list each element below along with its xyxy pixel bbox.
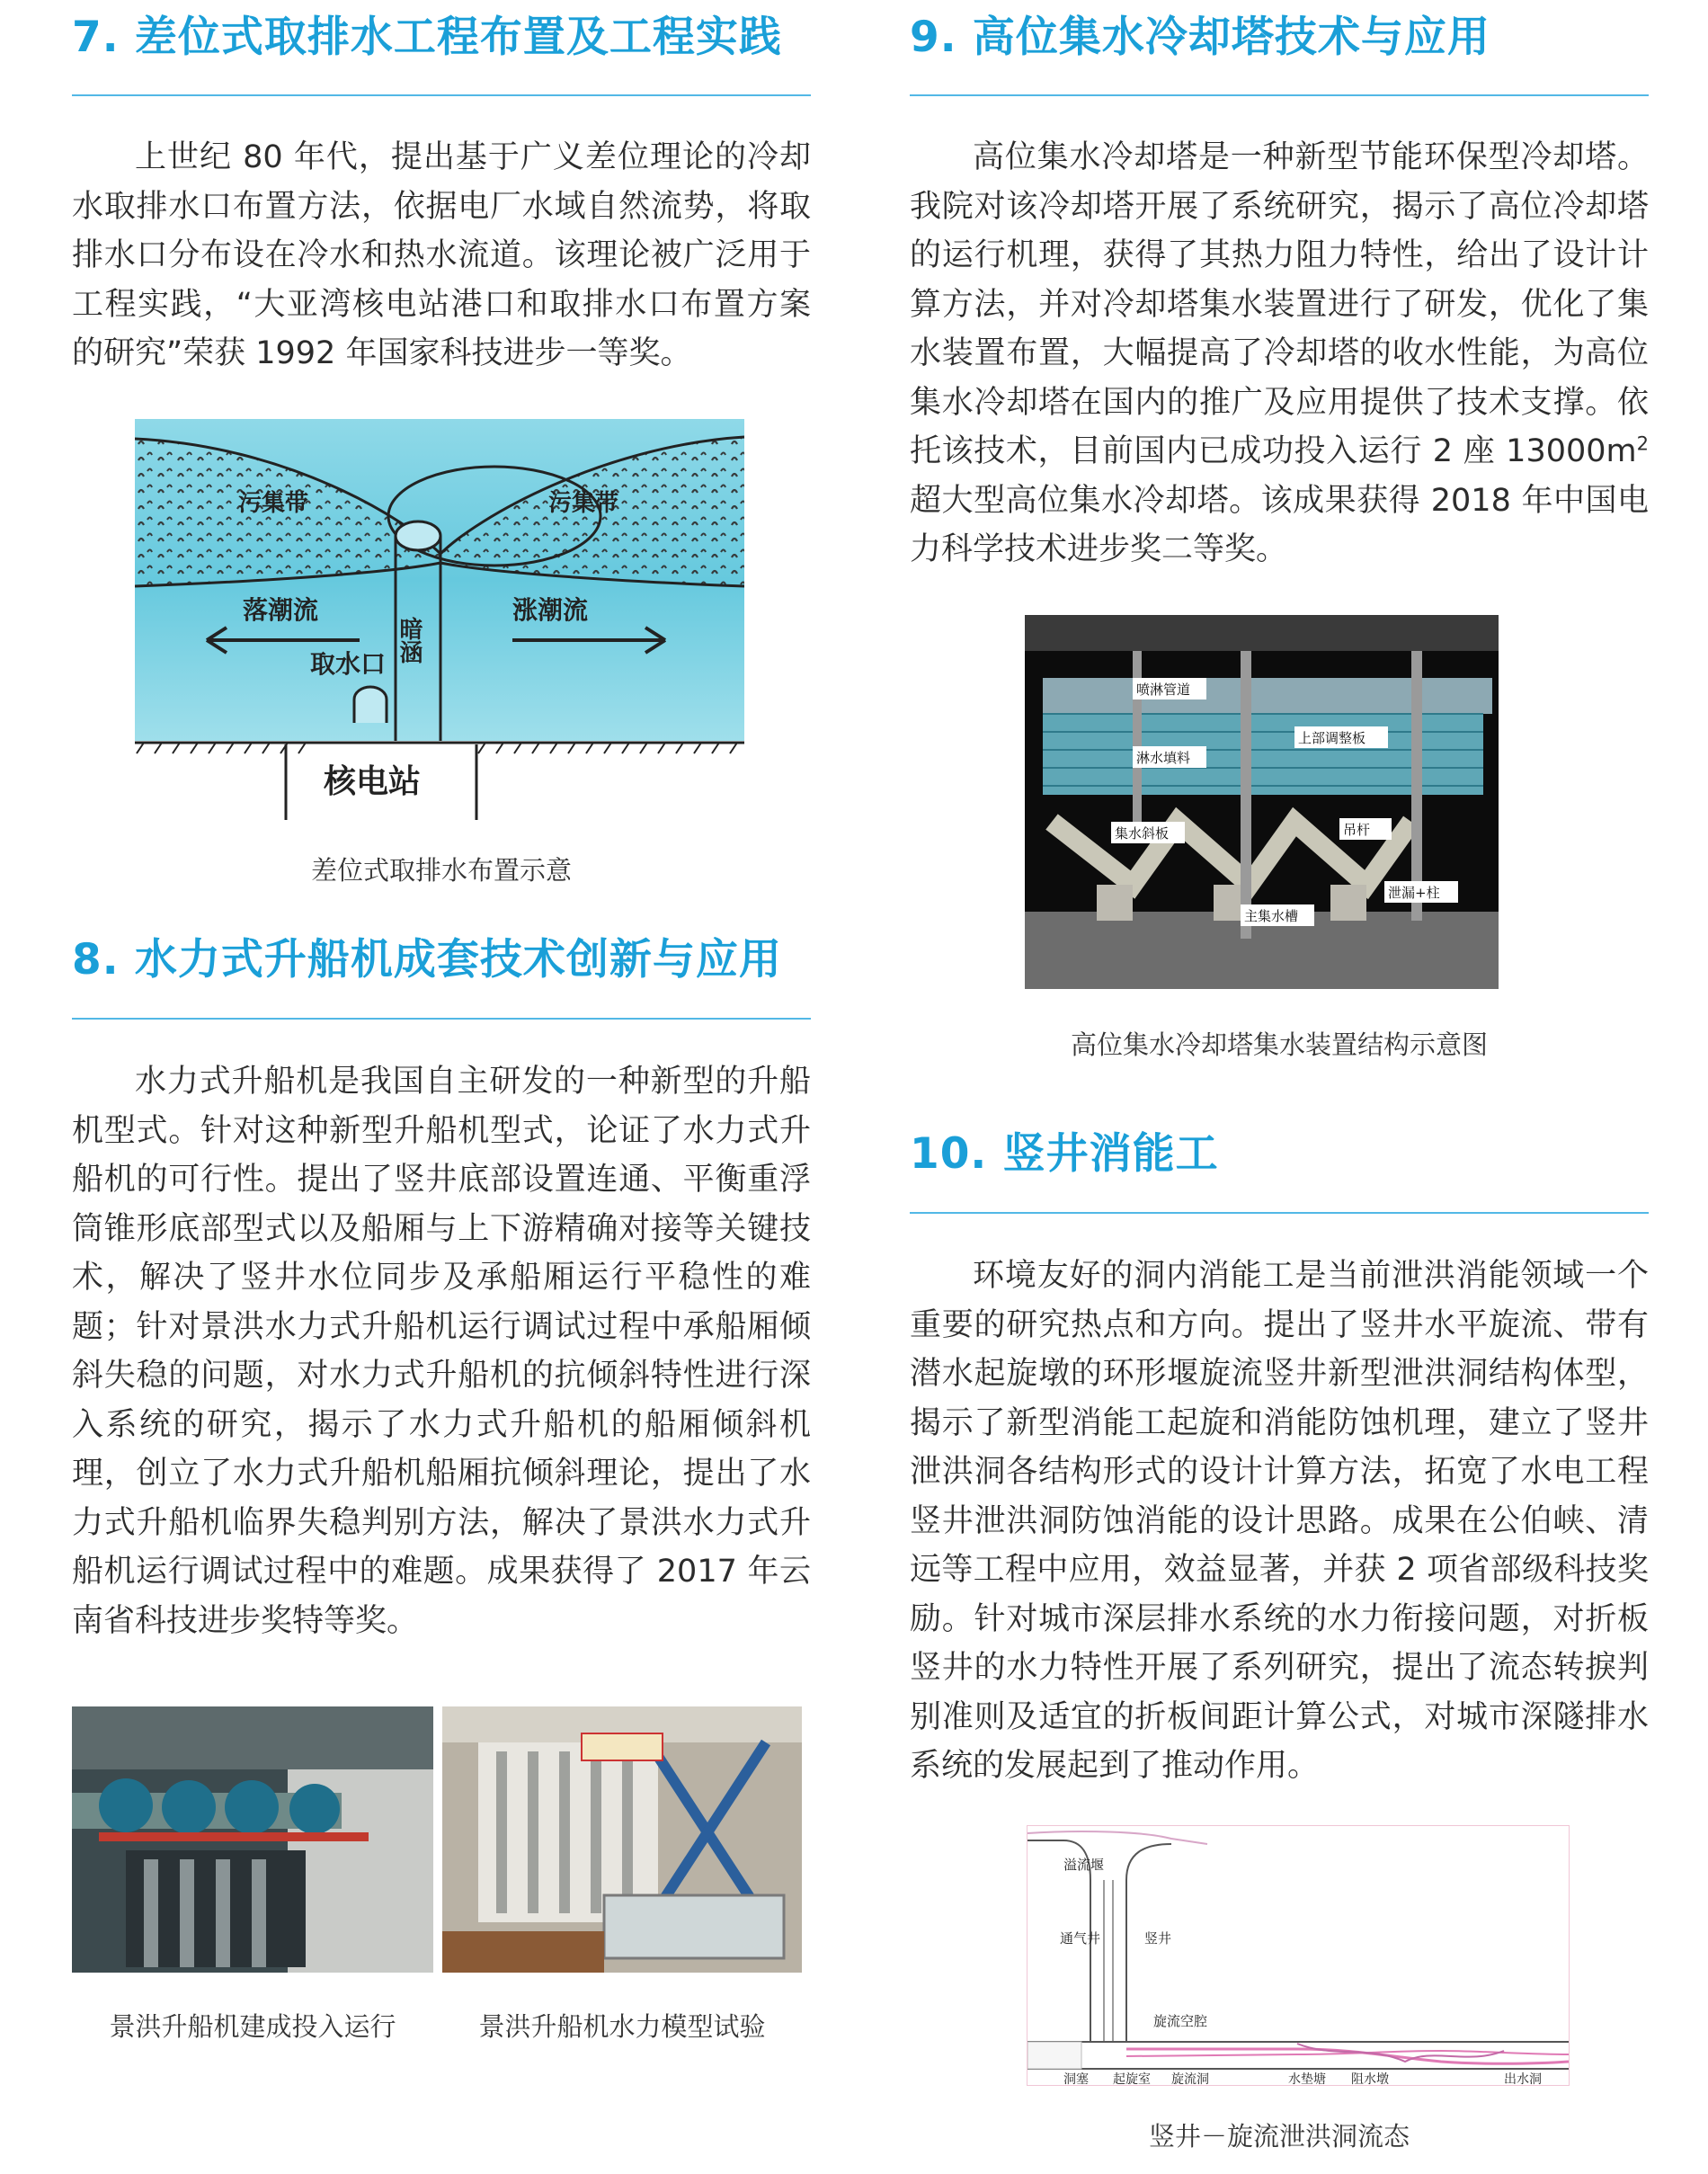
upper-plate-label: 上部调整板 bbox=[1298, 730, 1366, 746]
section-7-rule bbox=[72, 94, 811, 96]
plug-label: 洞塞 bbox=[1063, 2072, 1089, 2085]
intake-structure bbox=[354, 687, 387, 723]
section-7-paragraph: 上世纪 80 年代，提出基于广义差位理论的冷却水取排水口布置方法，依据电厂水域自然流势，将取排水口分布设在冷水和热水流道。该理论被广泛用于工程实践，“大亚湾核电站港口和取排水口布置方案的研究”荣获 1992 年国家科技进步一等奖。 bbox=[72, 139, 811, 371]
culvert-label: 暗涵 bbox=[396, 617, 423, 664]
cushion-pool-label: 水垫塘 bbox=[1288, 2072, 1326, 2085]
section-8-paragraph: 水力式升船机是我国自主研发的一种新型的升船机型式。针对这种新型升船机型式，论证了水力式升船机的可行性。提出了竖井底部设置连通、平衡重浮筒锥形底部型式以及船厢与上下游精确对接等关键技术，解决了竖井水位同步及承船厢运行平稳性的难题；针对景洪水力式升船机运行调试过程中承船厢倾斜失稳的问题，对水力式升船机的抗倾斜特性进行深入系统的研究，揭示了水力式升船机的船厢倾斜机理，创立了水力式升船机船厢抗倾斜理论，提出了水力式升船机临界失稳判别方法，解决了景洪水力式升船机运行调试过程中的难题。成果获得了 2017 年云南省科技进步奖特等奖。 bbox=[72, 1064, 811, 1639]
swirl-chamber-label: 起旋室 bbox=[1113, 2072, 1151, 2085]
plant-label: 核电站 bbox=[324, 762, 422, 800]
outlet-label: 出水洞 bbox=[1504, 2072, 1542, 2085]
slope-plate-label: 集水斜板 bbox=[1115, 825, 1170, 842]
section-10-caption: 竖井－旋流泄洪洞流态 bbox=[1148, 2121, 1410, 2152]
section-9-caption: 高位集水冷却塔集水装置结构示意图 bbox=[1070, 1029, 1488, 1060]
flood-label: 涨潮流 bbox=[512, 595, 589, 625]
leak-prevent-label: 泄漏+柱 bbox=[1388, 885, 1440, 901]
section-8-heading: 8. 水力式升船机成套技术创新与应用 bbox=[72, 935, 782, 985]
section-9-rule bbox=[910, 94, 1649, 96]
main-trough-label: 主集水槽 bbox=[1244, 908, 1299, 924]
section-7-heading: 7. 差位式取排水工程布置及工程实践 bbox=[72, 13, 782, 62]
section-10-rule bbox=[910, 1212, 1649, 1214]
shiplift-photo-caption: 景洪升船机建成投入运行 bbox=[109, 2011, 396, 2042]
intake-layout-diagram bbox=[135, 419, 744, 820]
section-8-rule bbox=[72, 1018, 811, 1020]
section-9-text-a: 高位集水冷却塔是一种新型节能环保型冷却塔。我院对该冷却塔开展了系统研究，揭示了高位冷却塔的运行机理，获得了其热力阻力特性，给出了设计计算方法，并对冷却塔集水装置进行了研发，优化了集水装置布置，大幅提高了冷却塔的收水性能，为高位集水冷却塔在国内的推广及应用提供了技术支撑。依托该技术，目前国内已成功投入运行 2 座 13000m bbox=[910, 139, 1649, 469]
section-7-caption: 差位式取排水布置示意 bbox=[310, 855, 572, 886]
section-9-superscript: 2 bbox=[1636, 432, 1649, 455]
section-9-text-b: 超大型高位集水冷却塔。该成果获得 2018 年中国电力科学技术进步奖二等奖。 bbox=[910, 482, 1649, 567]
vortex-shaft-diagram bbox=[1027, 1825, 1570, 2086]
spillway-label: 溢流堰 bbox=[1063, 1857, 1105, 1873]
pollution-right-label: 污集带 bbox=[548, 490, 619, 517]
air-shaft-label: 通气井 bbox=[1060, 1930, 1101, 1947]
cooling-tower-diagram bbox=[1025, 615, 1499, 989]
section-9-heading: 9. 高位集水冷却塔技术与应用 bbox=[910, 13, 1490, 62]
section-9-paragraph bbox=[910, 133, 1649, 575]
spray-pipe-label: 喷淋管道 bbox=[1136, 682, 1191, 698]
vortex-tunnel-label: 旋流洞 bbox=[1171, 2072, 1209, 2085]
outfall bbox=[396, 521, 440, 550]
fill-label: 淋水填料 bbox=[1136, 750, 1191, 766]
intake-label: 取水口 bbox=[310, 649, 387, 679]
intake-layout-svg bbox=[135, 419, 744, 820]
ebb-label: 落潮流 bbox=[243, 595, 319, 625]
section-10-heading: 10. 竖井消能工 bbox=[910, 1129, 1219, 1179]
hydraulic-model-photo bbox=[442, 1706, 802, 1973]
pollution-left-label: 污集带 bbox=[238, 490, 309, 517]
vortex-cavity-label: 旋流空腔 bbox=[1153, 2013, 1208, 2029]
section-10-paragraph: 环境友好的洞内消能工是当前泄洪消能领域一个重要的研究热点和方向。提出了竖井水平旋流、带有潜水起旋墩的环形堰旋流竖井新型泄洪洞结构体型，揭示了新型消能工起旋和消能防蚀机理，建立了竖井泄洪洞各结构形式的设计计算方法，拓宽了水电工程竖井泄洪洞防蚀消能的设计思路。成果在公伯峡、清远等工程中应用，效益显著，并获 2 项省部级科技奖励。针对城市深层排水系统的水力衔接问题，对折板竖井的水力特性开展了系列研究，提出了流态转捩判别准则及适宜的折板间距计算公式，对城市深隧排水系统的发展起到了推动作用。 bbox=[910, 1258, 1649, 1784]
hanger-label: 吊杆 bbox=[1343, 822, 1371, 838]
baffle-label: 阻水墩 bbox=[1351, 2072, 1389, 2085]
model-photo-caption: 景洪升船机水力模型试验 bbox=[478, 2011, 766, 2042]
shaft-label: 竖井 bbox=[1144, 1930, 1172, 1947]
shiplift-photo bbox=[72, 1706, 433, 1973]
